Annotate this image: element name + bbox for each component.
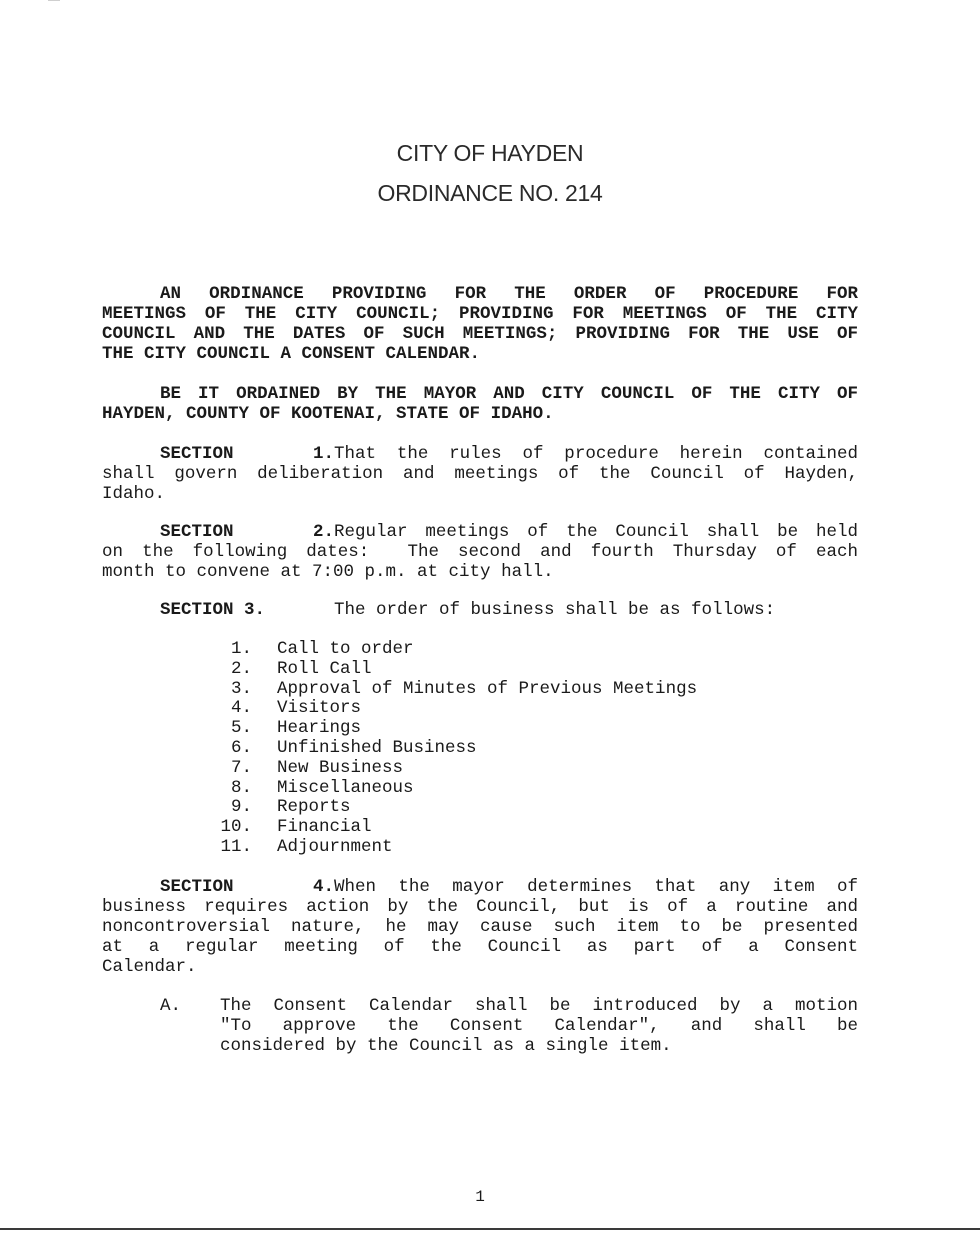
section-4-line: Calendar. [102, 957, 197, 977]
section-1-label: SECTION 1. [160, 444, 334, 464]
section-2-line: on the following dates: The second and fourth Thursday of each [102, 542, 858, 562]
ordinance-heading: ORDINANCE NO. 214 [377, 180, 603, 206]
list-item-number: 5. [230, 718, 252, 739]
title-line: THE CITY COUNCIL A CONSENT CALENDAR. [102, 344, 481, 364]
subsection-a-line: considered by the Council as a single item. [220, 1036, 672, 1056]
section-3-first-line [102, 600, 858, 620]
list-item [210, 739, 697, 759]
subsection-a-line: The Consent Calendar shall be introduced by a motion [220, 996, 858, 1016]
list-item-number: 8. [230, 777, 252, 798]
title-line: MEETINGS OF THE CITY COUNCIL; PROVIDING FOR MEETINGS OF THE CITY [102, 304, 858, 324]
section-2-line: month to convene at 7:00 p.m. at city hall. [102, 562, 554, 582]
list-item [210, 798, 697, 818]
section-4-line: business requires action by the Council, but is of a routine and [102, 897, 858, 917]
list-item [210, 779, 697, 799]
subsection-a [160, 996, 858, 1058]
list-item-text: Roll Call [277, 658, 372, 679]
section-4-first-line [102, 877, 858, 897]
scan-artifact [48, 0, 60, 7]
bottom-edge-rule [0, 1228, 980, 1230]
title-line: AN ORDINANCE PROVIDING FOR THE ORDER OF PROCEDURE FOR [160, 284, 858, 304]
list-item [210, 759, 697, 779]
list-item-text: Miscellaneous [277, 777, 414, 798]
section-2-first-line [102, 522, 858, 542]
section-4 [102, 877, 858, 977]
list-item-number: 4. [230, 698, 252, 719]
section-1-line: Idaho. [102, 484, 166, 504]
list-item-text: New Business [277, 757, 404, 778]
section-3-first-text: The order of business shall be as follows: [334, 600, 776, 620]
list-item-text: Visitors [277, 698, 362, 719]
section-4-line: noncontroversial nature, he may cause such item to be presented [102, 917, 858, 937]
section-3-label: SECTION 3. [160, 600, 266, 620]
list-item [210, 719, 697, 739]
subsection-a-letter: A. [160, 996, 182, 1016]
list-item-text: Call to order [277, 639, 414, 659]
list-item-number: 7. [230, 757, 252, 778]
subsection-a-text [220, 996, 858, 1056]
city-heading: CITY OF HAYDEN [396, 140, 584, 166]
enacting-clause [102, 384, 858, 424]
list-item-number: 10. [220, 817, 252, 838]
order-of-business-list [210, 640, 697, 858]
enacting-line: BE IT ORDAINED BY THE MAYOR AND CITY COUNCIL OF THE CITY OF [160, 384, 858, 404]
list-item-text: Hearings [277, 718, 362, 739]
section-1-first-text: That the rules of procedure herein contained [334, 444, 858, 464]
page-number: 1 [475, 1188, 485, 1206]
list-item-number: 3. [230, 678, 252, 699]
list-item-text: Adjournment [277, 836, 393, 857]
list-item-text: Reports [277, 797, 351, 818]
list-item-text: Financial [277, 817, 372, 838]
section-4-first-text: When the mayor determines that any item of [334, 877, 858, 897]
list-item-number: 2. [230, 658, 252, 679]
section-1-first-line [102, 444, 858, 464]
list-item-text: Unfinished Business [277, 737, 477, 758]
section-1-line: shall govern deliberation and meetings of the Council of Hayden, [102, 464, 858, 484]
section-3 [102, 600, 858, 620]
list-item-text: Approval of Minutes of Previous Meetings [277, 678, 698, 699]
section-2-first-text: Regular meetings of the Council shall be held [334, 522, 858, 542]
section-2 [102, 522, 858, 582]
title-line: COUNCIL AND THE DATES OF SUCH MEETINGS; PROVIDING FOR THE USE OF [102, 324, 858, 344]
ordinance-title [102, 284, 858, 364]
list-item [210, 838, 697, 858]
section-1 [102, 444, 858, 504]
section-4-label: SECTION 4. [160, 877, 334, 897]
list-item [210, 699, 697, 719]
list-item-number: 6. [230, 737, 252, 758]
list-item-number: 11. [220, 836, 252, 857]
list-item-number: 9. [230, 797, 252, 818]
section-4-line: at a regular meeting of the Council as part of a Consent [102, 937, 858, 957]
list-item [210, 640, 697, 660]
section-2-label: SECTION 2. [160, 522, 334, 542]
list-item [210, 818, 697, 838]
enacting-line: HAYDEN, COUNTY OF KOOTENAI, STATE OF IDAHO. [102, 404, 554, 424]
list-item-number: 1. [230, 639, 252, 659]
list-item [210, 660, 697, 680]
list-item [210, 680, 697, 700]
subsection-a-line: "To approve the Consent Calendar", and shall be [220, 1016, 858, 1036]
